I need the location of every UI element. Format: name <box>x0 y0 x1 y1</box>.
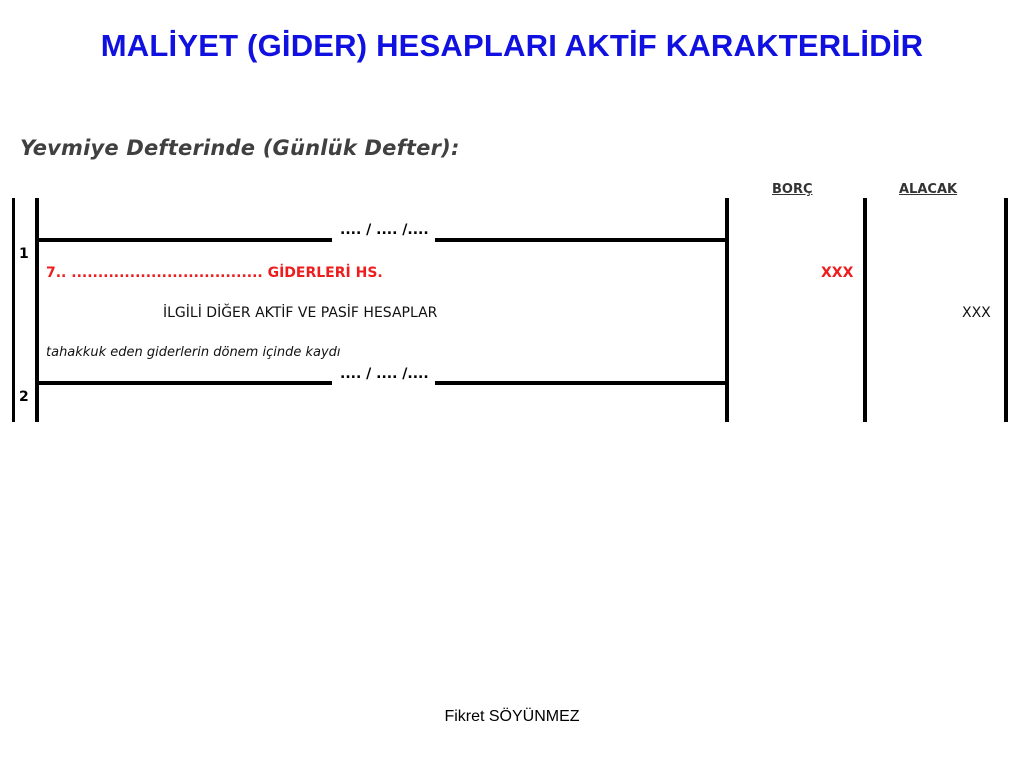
entry-description: tahakkuk eden giderlerin dönem içinde kaydı <box>46 345 341 360</box>
entry-date: .... / .... /.... <box>340 366 429 382</box>
date-rule-left <box>37 381 332 385</box>
credit-amount: XXX <box>962 305 991 321</box>
date-rule-right <box>435 381 727 385</box>
date-rule-right <box>435 238 727 242</box>
debit-amount: XXX <box>821 265 854 281</box>
entry-number: 1 <box>19 246 29 262</box>
date-rule-left <box>37 238 332 242</box>
entry-number: 2 <box>19 389 29 405</box>
ledger-number-divider <box>35 198 39 422</box>
ledger-credit-divider <box>863 198 867 422</box>
ledger-debit-divider <box>725 198 729 422</box>
ledger-right-border <box>1004 198 1008 422</box>
credit-account-line: İLGİLİ DİĞER AKTİF VE PASİF HESAPLAR <box>163 305 438 321</box>
debit-column-header: BORÇ <box>772 182 813 197</box>
ledger-left-border <box>12 198 15 422</box>
slide-title: MALİYET (GİDER) HESAPLARI AKTİF KARAKTERLİDİR <box>100 28 924 63</box>
author-footer: Fikret SÖYÜNMEZ <box>444 708 580 725</box>
journal-subtitle: Yevmiye Defterinde (Günlük Defter): <box>20 136 460 160</box>
credit-column-header: ALACAK <box>899 182 958 197</box>
entry-date: .... / .... /.... <box>340 222 429 238</box>
debit-account-line: 7.. .................................... GİDERLERİ HS. <box>46 265 383 281</box>
